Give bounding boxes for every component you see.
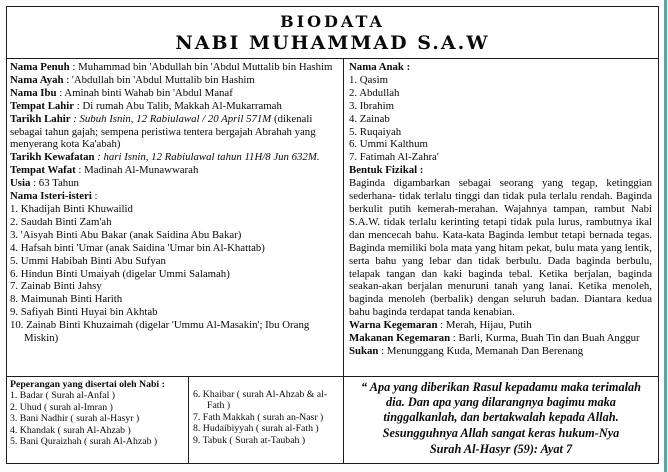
field-note: (dikenali sebagai tahun gajah; sempena peristiwa tentera bergajah Abrahah yang menyerang kota Ka'abah) [10, 112, 316, 151]
wife-item: 8. Maimunah Binti Harith [10, 293, 123, 306]
child-item: 5. Ruqaiyah [349, 125, 402, 138]
left-column [7, 59, 344, 376]
war-item: 9. Tabuk ( Surah at-Taubah ) [193, 434, 306, 446]
field-label: Tarikh Lahir [10, 112, 71, 125]
war-item: 8. Hudaibiyyah ( surah al-Fath ) [193, 423, 319, 435]
field-value: : Muhammad bin 'Abdullah bin 'Abdul Muttalib bin Hashim [69, 61, 333, 73]
field-nama-isteri [10, 190, 339, 203]
child-item: 7. Fatimah Al-Zahra' [349, 151, 439, 164]
field-value: : Merah, Hijau, Putih [437, 319, 532, 332]
field-value: : Madinah Al-Munawwarah [75, 164, 199, 177]
field-label: Tempat Wafat [10, 164, 76, 177]
biodata-sheet [6, 6, 659, 464]
field-sukan [349, 345, 652, 358]
field-label: Makanan Kegemaran [349, 332, 451, 345]
wars-header: Peperangan yang disertai oleh Nabi : [10, 379, 165, 390]
field-usia [10, 177, 339, 190]
field-tarikh-kewafatan [10, 151, 339, 164]
field-value: : Menunggang Kuda, Memanah Dan Berenang [378, 344, 584, 357]
page-title-line2: NABI MUHAMMAD S.A.W [175, 32, 490, 54]
field-label: Nama Penuh [10, 61, 70, 73]
fizikal-paragraph: Baginda digambarkan sebagai seorang yang tegap, ketinggian sederhana- tidak terlalu tinggi dan tidak pula terlalu rendah. Baginda berkulit putih kemerah-merahan. Wajahnya tampan, rambut Nabi S.A.W. tidak terlalu kerinting tetapi tidak pula lurus, rambutnya ikal dan mencecah bahu. Kata-kata Baginda lembut tetapi bernada tegas. Baginda memiliki bola mata yang hitam pekat, bulu mata yang lentik, serta bahu yang lebar dan tidak berbulu. Dada baginda berbulu, telapak tangan dan kaki baginda tebal. Ketika berjalan, baginda seakan-akan berjalan menuruni tanah yang lanai. Ketika menoleh, baginda menoleh (berbalik) dengan seluruh badan. Diantara kedua bahu baginda terdapat tanda kenabian. [349, 177, 652, 319]
child-item: 4. Zainab [349, 112, 390, 125]
wife-item: 7. Zainab Binti Jahsy [10, 280, 102, 293]
war-item: 3. Bani Nadhir ( surah al-Hasyr ) [10, 413, 140, 425]
war-item: 6. Khaibar ( surah Al-Ahzab & al-Fath ) [193, 389, 328, 412]
field-value: : Barli, Kurma, Buah Tin dan Buah Anggur [450, 332, 640, 345]
field-value: : 'Abdullah bin 'Abdul Muttalib bin Hashim [63, 73, 255, 86]
field-value: : hari Isnin, 12 Rabiulawal tahun 11H/8 Jun 632M. [94, 151, 320, 164]
wife-item: 4. Hafsah binti 'Umar (anak Saidina 'Umar bin Al-Khattab) [10, 241, 265, 254]
field-tempat-lahir [10, 100, 339, 113]
field-warna [349, 319, 652, 332]
quote-source: Surah Al-Hasyr (59): Ayat 7 [429, 441, 573, 456]
children-label: Nama Anak : [349, 61, 411, 73]
field-label: Usia [10, 177, 31, 190]
child-item: 2. Abdullah [349, 86, 400, 99]
main-section [7, 59, 658, 376]
war-item: 5. Bani Quraizhah ( surah Al-Ahzab ) [10, 436, 158, 448]
child-item: 6. Ummi Kalthum [349, 138, 428, 151]
war-item: 2. Uhud ( surah al-Imran ) [10, 401, 113, 413]
war-item: 7. Fath Makkah ( surah an-Nasr ) [193, 411, 324, 423]
field-label: Nama Ayah [10, 73, 64, 86]
field-label: Nama Isteri-isteri [10, 190, 92, 203]
field-nama-ayah [10, 74, 339, 87]
wars-cell [7, 377, 344, 463]
field-value: : 63 Tahun [30, 177, 79, 190]
field-nama-ibu [10, 87, 339, 100]
field-label: Nama Ibu [10, 86, 57, 99]
field-nama-penuh [10, 61, 339, 74]
field-value: : Di rumah Abu Talib, Makkah Al-Mukarramah [74, 99, 282, 112]
quote-text: “ Apa yang diberikan Rasul kepadamu maka terimalah dia. Dan apa yang dilarangnya bagimu maka tinggalkanlah, dan bertakwalah kepada Allah. Sesungguhnya Allah sangat keras hukum-Nya [360, 380, 641, 440]
page-title-line1: BIODATA [280, 12, 385, 31]
wife-item: 10. Zainab Binti Khuzaimah (digelar 'Ummu Al-Masakin'; Ibu Orang Miskin) [10, 319, 310, 345]
child-item: 1. Qasim [349, 73, 388, 86]
quote-cell [344, 377, 658, 463]
fizikal-label: Bentuk Fizikal : [349, 164, 424, 177]
war-item: 4. Khandak ( surah Al-Ahzab ) [10, 424, 131, 436]
right-column [344, 59, 658, 376]
field-tempat-wafat [10, 164, 339, 177]
field-label: Tarikh Kewafatan [10, 151, 95, 164]
wife-item: 9. Safiyah Binti Huyai bin Akhtab [10, 306, 158, 319]
field-makanan [349, 332, 652, 345]
wife-item: 1. Khadijah Binti Khuwailid [10, 202, 133, 215]
field-value: : Aminah binti Wahab bin 'Abdul Manaf [56, 86, 233, 99]
title-block [7, 7, 658, 59]
wars-column-a [7, 377, 189, 463]
field-tarikh-lahir [10, 113, 339, 152]
page-edge-accent [664, 0, 667, 472]
wife-item: 6. Hindun Binti Umaiyah (digelar Ummi Salamah) [10, 267, 230, 280]
wars-column-b [189, 377, 343, 463]
field-value: : Subuh Isnin, 12 Rabiulawal / 20 April 571M [70, 112, 274, 125]
field-label: Sukan [349, 344, 379, 357]
bottom-section [7, 376, 658, 463]
wife-item: 3. 'Aisyah Binti Abu Bakar (anak Saidina Abu Bakar) [10, 228, 242, 241]
child-item: 3. Ibrahim [349, 99, 394, 112]
wife-item: 5. Ummi Habibah Binti Abu Sufyan [10, 254, 166, 267]
war-item: 1. Badar ( Surah al-Anfal ) [10, 390, 116, 402]
field-label: Tempat Lahir [10, 99, 75, 112]
wife-item: 2. Saudah Binti Zam'ah [10, 215, 112, 228]
field-label: Warna Kegemaran [349, 319, 438, 332]
field-value: : [91, 190, 98, 203]
